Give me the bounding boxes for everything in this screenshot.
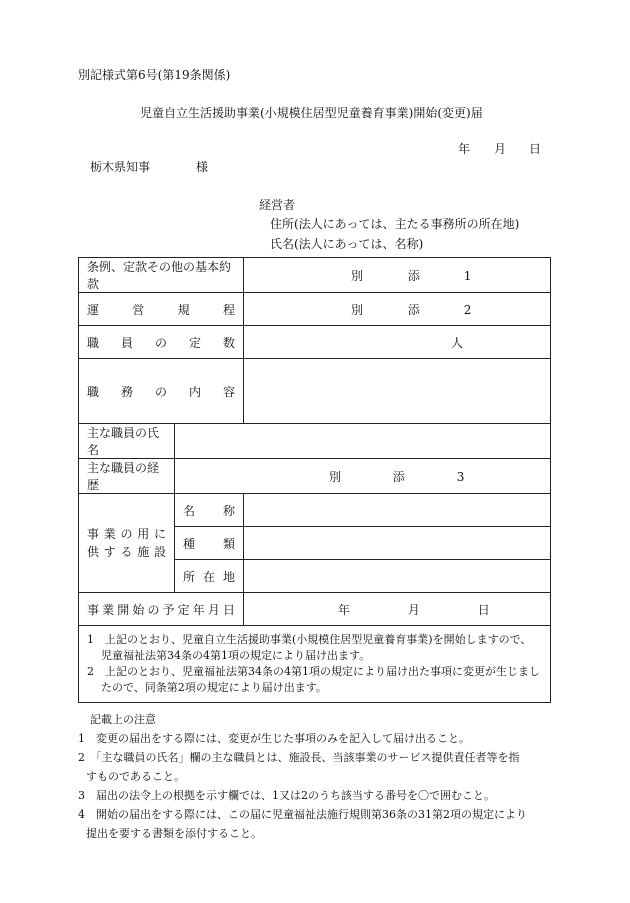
applicant-label: 経営者 bbox=[259, 198, 296, 212]
form-table bbox=[78, 257, 551, 703]
declaration-notes bbox=[79, 626, 551, 703]
facility-name-value[interactable] bbox=[244, 494, 551, 527]
caution-item-3: 3 届出の法令上の根拠を示す欄では、1又は2のうち該当する番号を〇で囲むこと。 bbox=[78, 789, 495, 802]
date-day-label: 日 bbox=[529, 142, 542, 156]
facility-location-value[interactable] bbox=[244, 560, 551, 593]
start-date-value[interactable]: 年 月 日 bbox=[244, 593, 551, 626]
staff-count-label: 職 員 の 定 数 bbox=[79, 326, 244, 359]
main-staff-career-label: 主な職員の経歴 bbox=[79, 459, 175, 494]
caution-heading: 記載上の注意 bbox=[90, 713, 156, 726]
table-row bbox=[79, 424, 551, 459]
main-staff-name-label: 主な職員の氏名 bbox=[79, 424, 175, 459]
table-row bbox=[79, 494, 551, 527]
table-row bbox=[79, 626, 551, 703]
declaration-2[interactable]: 2 上記のとおり、児童福祉法第34条の4第1項の規定により届け出た事項に変更が生じましたので、同条第2項の規定により届け出ます。 bbox=[87, 665, 540, 694]
facility-label: 事 業 の 用 に 供 す る 施 設 bbox=[79, 494, 175, 593]
caution-item-4: 4 開始の届出をする際には、この届に児童福祉法施行規則第36条の31第2項の規定により bbox=[78, 808, 527, 821]
form-number: 別記様式第6号(第19条関係) bbox=[78, 68, 231, 82]
duties-label: 職 務 の 内 容 bbox=[79, 359, 244, 424]
declaration-1[interactable]: 1 上記のとおり、児童自立生活援助事業(小規模住居型児童養育事業)を開始しますので、児童福祉法第34条の4第1項の規定により届け出ます。 bbox=[87, 633, 532, 662]
staff-count-value[interactable]: 人 bbox=[244, 326, 551, 359]
caution-item-4-cont: 提出を要する書類を添付すること。 bbox=[86, 827, 262, 840]
table-row bbox=[79, 258, 551, 293]
date-month-label: 月 bbox=[494, 142, 507, 156]
table-row bbox=[79, 593, 551, 626]
main-staff-career-value[interactable]: 別 添 3 bbox=[175, 459, 551, 494]
facility-type-label: 種 類 bbox=[175, 527, 244, 560]
addressee-name: 栃木県知事 bbox=[90, 160, 151, 174]
applicant-address: 住所(法人にあっては、主たる事務所の所在地) bbox=[270, 217, 520, 231]
operation-value[interactable]: 別 添 2 bbox=[244, 293, 551, 326]
operation-label: 運 営 規 程 bbox=[79, 293, 244, 326]
facility-location-label: 所 在 地 bbox=[175, 560, 244, 593]
start-date-label: 事 業 開 始 の 予 定 年 月 日 bbox=[79, 593, 244, 626]
caution-item-2: 2 「主な職員の氏名」欄の主な職員とは、施設長、当該事業のサービス提供責任者等を指 bbox=[78, 751, 520, 764]
facility-name-label: 名 称 bbox=[175, 494, 244, 527]
rules-label: 条例、定款その他の基本約款 bbox=[79, 258, 244, 293]
addressee-honorific: 様 bbox=[196, 160, 209, 174]
caution-item-1: 1 変更の届出をする際には、変更が生じた事項のみを記入して届け出ること。 bbox=[78, 732, 470, 745]
table-row bbox=[79, 359, 551, 424]
rules-value[interactable]: 別 添 1 bbox=[244, 258, 551, 293]
table-row bbox=[79, 293, 551, 326]
form-title: 児童自立生活援助事業(小規模住居型児童養育事業)開始(変更)届 bbox=[140, 106, 483, 120]
facility-type-value[interactable] bbox=[244, 527, 551, 560]
duties-value[interactable] bbox=[244, 359, 551, 424]
applicant-name: 氏名(法人にあっては、名称) bbox=[270, 237, 424, 251]
table-row bbox=[79, 326, 551, 359]
table-row bbox=[79, 459, 551, 494]
date-year-label: 年 bbox=[458, 142, 471, 156]
main-staff-name-value[interactable] bbox=[175, 424, 551, 459]
caution-item-2-cont: すものであること。 bbox=[86, 770, 185, 783]
